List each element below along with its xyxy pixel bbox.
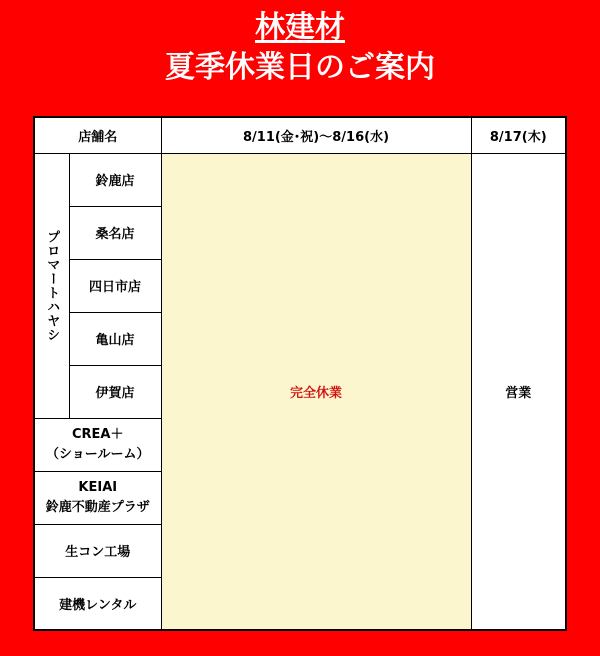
header-open-date: 8/17(木) [471, 117, 566, 153]
store-name: 伊賀店 [69, 365, 161, 418]
company-name: 林建材 [255, 10, 345, 45]
group-name: プロマートハヤシ [34, 153, 69, 418]
header-store: 店舗名 [34, 117, 161, 153]
closed-status: 完全休業 [161, 153, 471, 630]
store-name-line2: （ショールーム） [46, 446, 150, 462]
store-name-line1: CREA＋ [72, 426, 124, 442]
notice-title: 夏季休業日のご案内 [165, 50, 435, 85]
store-name [34, 418, 161, 471]
store-name-line2: 鈴鹿不動産プラザ [45, 499, 150, 515]
title-block [0, 10, 600, 88]
store-name-line1: KEIAI [78, 479, 118, 495]
store-name: 鈴鹿店 [69, 153, 161, 206]
table-row [34, 153, 566, 206]
store-name: 生コン工場 [34, 524, 161, 577]
holiday-schedule-table [33, 116, 567, 631]
store-name [34, 471, 161, 524]
store-name: 桑名店 [69, 206, 161, 259]
store-name: 四日市店 [69, 259, 161, 312]
open-status: 営業 [471, 153, 566, 630]
header-row [34, 117, 566, 153]
store-name: 建機レンタル [34, 577, 161, 630]
header-closed-period: 8/11(金･祝)～8/16(水) [161, 117, 471, 153]
store-name: 亀山店 [69, 312, 161, 365]
